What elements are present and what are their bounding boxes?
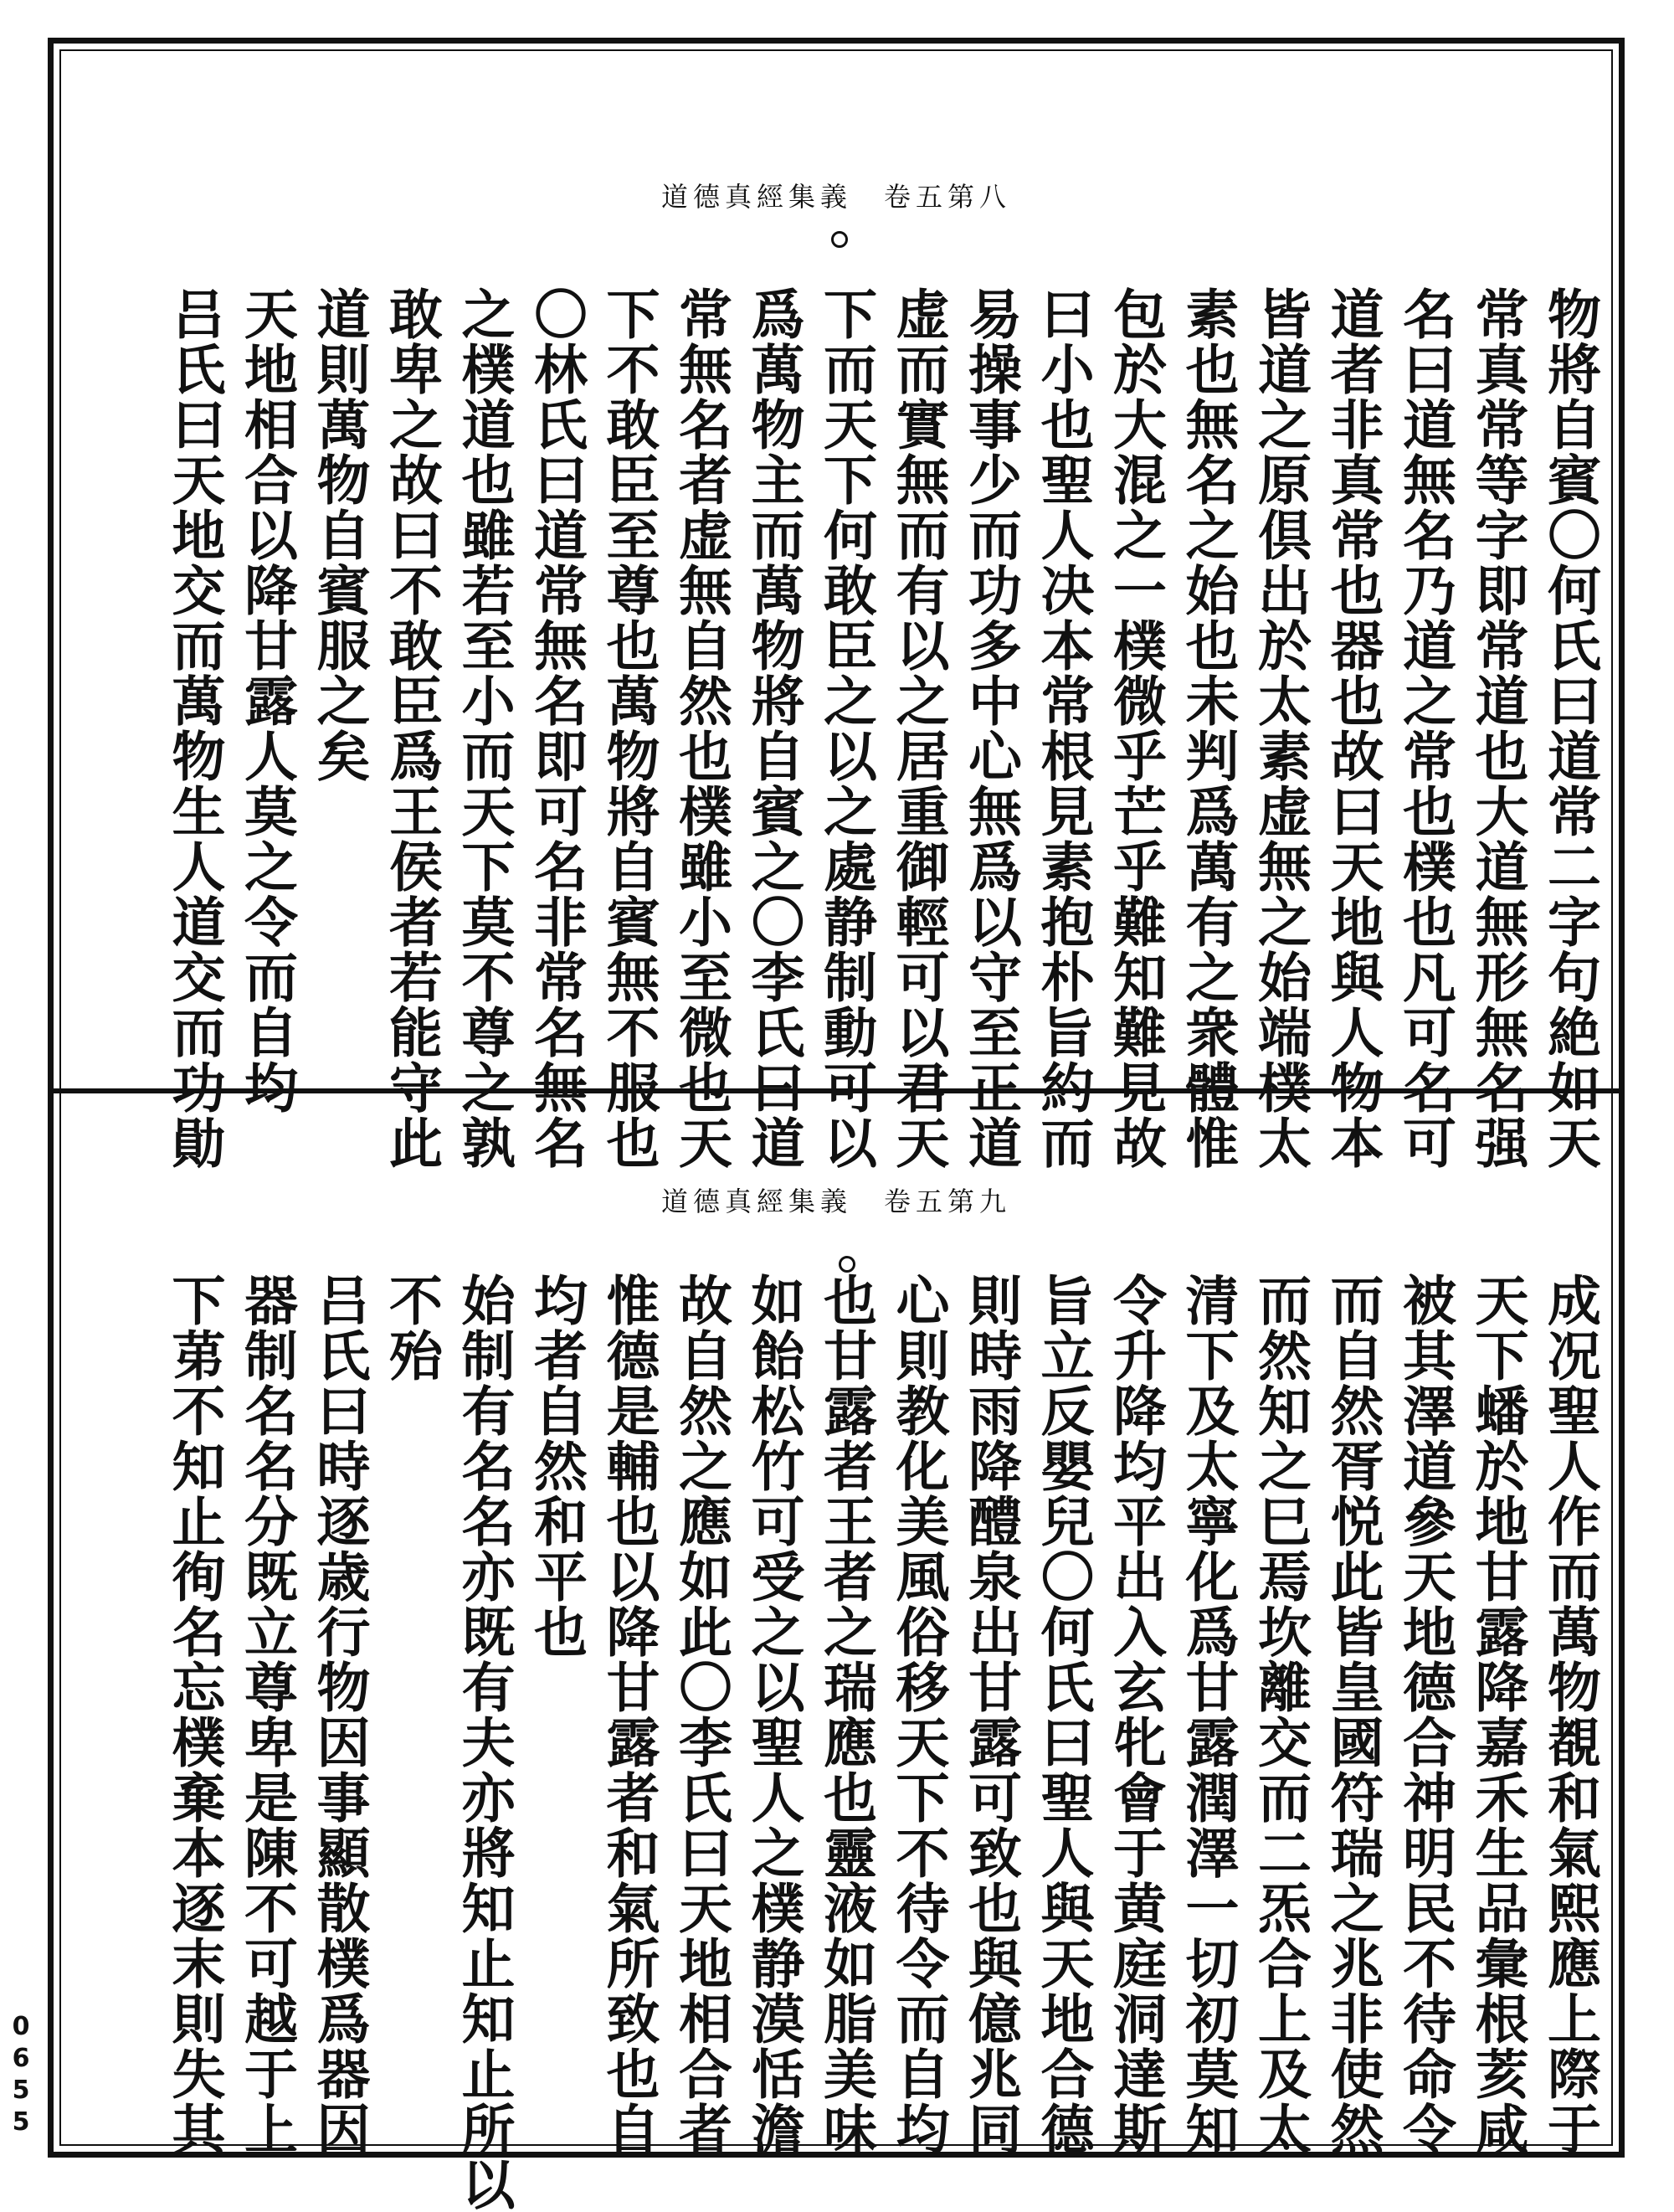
text-column: 則時雨降醴泉出甘露可致也與億兆同 [959, 1273, 1022, 2157]
text-column: 常真常等字即常道也大道無形無名强 [1466, 286, 1529, 1170]
page-number-digit: 5 [12, 2107, 30, 2137]
text-column: 吕氏曰天地交而萬物生人道交而功勛 [162, 286, 226, 1170]
page-number [10, 2011, 32, 2138]
text-column: 令升降均平出入玄牝會于黄庭洞達斯 [1104, 1273, 1167, 2157]
text-column: 旨立反嬰兒〇何氏曰聖人與天地合德 [1031, 1273, 1095, 2157]
text-column: 包於大混之一樸微乎芒乎難知難見故 [1104, 286, 1167, 1170]
text-column: 吕氏曰時逐歳行物因事顯散樸爲器因 [307, 1273, 371, 2157]
circle-mark-icon [839, 1256, 855, 1273]
text-column: 被其澤道參天地德合神明民不待命令 [1394, 1273, 1456, 2157]
page-number-digit: 0 [12, 2012, 30, 2041]
text-column: 而然知之巳焉坎離交而二炁合上及太 [1249, 1273, 1312, 2157]
text-column: 而自然胥悦此皆皇國符瑞之兆非使然 [1321, 1273, 1384, 2157]
text-column: 天地相合以降甘露人莫之令而自均 [235, 286, 298, 1115]
text-column: 天下蟠於地甘露降嘉禾生品彙根荄咸 [1466, 1273, 1529, 2157]
text-column: 成况聖人作而萬物覩和氣熙應上際于 [1538, 1273, 1601, 2157]
text-column: 始制有名名亦既有夫亦將知止知止所以 [452, 1273, 516, 2212]
text-column: 爲萬物主而萬物將自賓之〇李氏曰道 [742, 286, 805, 1170]
text-column: 均者自然和平也 [525, 1273, 588, 1659]
page-number-digit: 5 [12, 2076, 30, 2105]
text-column: 曰小也聖人决本常根見素抱朴旨約而 [1031, 286, 1095, 1170]
text-column: 之樸道也雖若至小而天下莫不尊之孰 [452, 286, 516, 1170]
text-column: 虚而實無而有以之居重御輕可以君天 [886, 286, 950, 1170]
text-column: 敢卑之故曰不敢臣爲王侯者若能守此 [380, 286, 443, 1170]
page-number-digit: 6 [12, 2044, 30, 2073]
text-column: 易操事少而功多中心無爲以守至正道 [959, 286, 1022, 1170]
text-column: 物將自賓〇何氏曰道常二字句絶如天 [1538, 286, 1601, 1170]
text-column: 道者非真常也器也故曰天地與人物本 [1321, 286, 1384, 1170]
text-column: 名曰道無名乃道之常也樸也凡可名可 [1394, 286, 1456, 1170]
top-panel [63, 52, 1610, 1170]
text-column: 下苐不知止徇名忘樸棄本逐末則失其 [162, 1273, 226, 2157]
text-column: 心則教化美風俗移天下不待令而自均 [886, 1273, 950, 2157]
text-column: 也甘露者王者之瑞應也靈液如脂美味 [814, 1273, 877, 2157]
text-column: 惟德是輔也以降甘露者和氣所致也自 [597, 1273, 660, 2157]
top-panel-header: 道德真經集義 卷五第八 [660, 181, 1011, 213]
text-column: 皆道之原倶出於太素虚無之始端樸太 [1249, 286, 1312, 1170]
text-column: 故自然之應如此〇李氏曰天地相合者 [670, 1273, 732, 2157]
text-column: 〇林氏曰道常無名即可名非常名無名 [525, 286, 588, 1170]
text-column: 下不敢臣至尊也萬物將自賓無不服也 [597, 286, 660, 1170]
text-column: 素也無名之始也未判爲萬有之衆體惟 [1176, 286, 1240, 1170]
text-column: 器制名名分既立尊卑是陳不可越于上 [235, 1273, 298, 2157]
text-column: 如飴松竹可受之以聖人之樸静漠恬澹 [742, 1273, 805, 2157]
text-column: 下而天下何敢臣之以之處静制動可以 [814, 286, 877, 1170]
text-column: 清下及太寧化爲甘露潤澤一切初莫知 [1176, 1273, 1240, 2157]
bottom-panel-header: 道德真經集義 卷五第九 [660, 1186, 1011, 1217]
text-column: 道則萬物自賓服之矣 [307, 286, 371, 784]
text-column: 常無名者虚無自然也樸雖小至微也天 [670, 286, 732, 1170]
circle-mark-icon [831, 231, 848, 248]
bottom-panel [63, 1097, 1610, 2212]
text-column: 不殆 [380, 1273, 443, 1383]
